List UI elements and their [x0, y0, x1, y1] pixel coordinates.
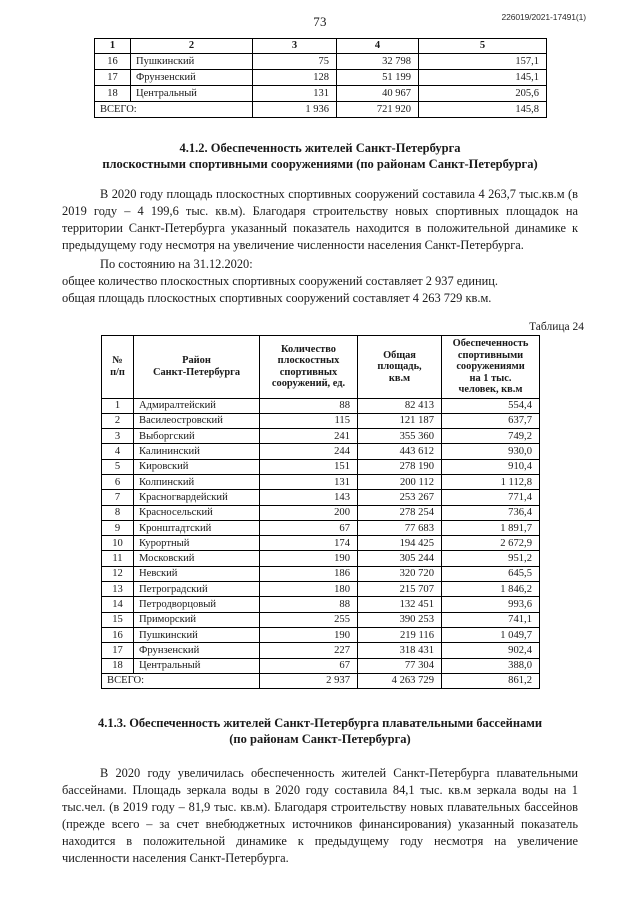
- table-row: [102, 643, 540, 658]
- header-total-area: [358, 336, 442, 399]
- facility-count: 88: [260, 597, 358, 612]
- table-row: [102, 627, 540, 642]
- per-thousand: 930,0: [442, 444, 540, 459]
- header-total-area-line3: кв.м: [388, 372, 411, 384]
- page-number: 73: [313, 14, 327, 29]
- table24-caption: Таблица 24: [529, 321, 584, 333]
- header-per-thousand: [442, 336, 540, 399]
- facility-count: 128: [253, 70, 337, 86]
- district-name: Фрунзенский: [134, 643, 260, 658]
- total-area: 121 187: [358, 413, 442, 428]
- per-thousand: 388,0: [442, 658, 540, 673]
- per-thousand: 645,5: [442, 566, 540, 581]
- table24-body: [102, 398, 540, 689]
- total-per-thousand: 861,2: [442, 673, 540, 688]
- table-row: [102, 413, 540, 428]
- row-number: 18: [102, 658, 134, 673]
- section-heading-412-line2: плоскостными спортивными сооружениями (по районам Санкт-Петербурга): [102, 157, 538, 171]
- header-row-number-line2: п/п: [110, 366, 125, 378]
- header-facility-count: [260, 336, 358, 399]
- table-row: [102, 658, 540, 673]
- facility-count: 174: [260, 536, 358, 551]
- total-area: 390 253: [358, 612, 442, 627]
- district-name: Пушкинский: [134, 627, 260, 642]
- table-row: [102, 597, 540, 612]
- table24: [101, 335, 540, 689]
- facility-count: 186: [260, 566, 358, 581]
- facility-count: 143: [260, 490, 358, 505]
- per-thousand: 741,1: [442, 612, 540, 627]
- total-area: 77 683: [358, 520, 442, 535]
- table-row: [102, 582, 540, 597]
- table-row: [102, 612, 540, 627]
- per-thousand: 2 672,9: [442, 536, 540, 551]
- page-header: [0, 0, 640, 34]
- column-number-3: 3: [253, 39, 337, 54]
- table-row: [102, 490, 540, 505]
- district-name: Выборгский: [134, 429, 260, 444]
- table-row-column-numbers: [95, 39, 547, 54]
- header-per-thousand-line2: спортивными: [457, 349, 524, 361]
- header-facility-count-line1: Количество: [281, 343, 336, 355]
- table-row: [102, 474, 540, 489]
- total-facility-count: 1 936: [253, 102, 337, 118]
- per-thousand: 1 846,2: [442, 582, 540, 597]
- table-row: [102, 551, 540, 566]
- table-row: [102, 505, 540, 520]
- column-number-1: 1: [95, 39, 131, 54]
- total-area: 77 304: [358, 658, 442, 673]
- per-thousand: 1 112,8: [442, 474, 540, 489]
- facility-count: 200: [260, 505, 358, 520]
- header-per-thousand-line4: на 1 тыс.: [469, 372, 512, 384]
- total-area: 132 451: [358, 597, 442, 612]
- facility-count: 180: [260, 582, 358, 597]
- district-name: Колпинский: [134, 474, 260, 489]
- per-thousand: 157,1: [419, 54, 547, 70]
- table-row: [102, 459, 540, 474]
- row-number: 11: [102, 551, 134, 566]
- total-area: 443 612: [358, 444, 442, 459]
- table-row: [102, 520, 540, 535]
- header-row-number: [102, 336, 134, 399]
- district-name: Фрунзенский: [131, 70, 253, 86]
- table-row: [102, 536, 540, 551]
- header-district-line2: Санкт-Петербурга: [152, 366, 241, 378]
- total-area: 200 112: [358, 474, 442, 489]
- total-area: 194 425: [358, 536, 442, 551]
- facility-count: 115: [260, 413, 358, 428]
- facility-count: 67: [260, 520, 358, 535]
- status-date-intro: По состоянию на 31.12.2020:: [100, 257, 253, 271]
- per-thousand: 736,4: [442, 505, 540, 520]
- row-number: 6: [102, 474, 134, 489]
- district-name: Адмиралтейский: [134, 398, 260, 413]
- row-number: 7: [102, 490, 134, 505]
- header-per-thousand-line5: человек, кв.м: [458, 384, 523, 395]
- per-thousand: 749,2: [442, 429, 540, 444]
- row-number: 5: [102, 459, 134, 474]
- section-heading-412: [0, 140, 640, 172]
- table-row-total: [95, 102, 547, 118]
- row-number: 9: [102, 520, 134, 535]
- table-row: [95, 70, 547, 86]
- table-row: [95, 86, 547, 102]
- district-name: Кронштадтский: [134, 520, 260, 535]
- document-identifier: 226019/2021-17491(1): [501, 12, 586, 22]
- per-thousand: 1 891,7: [442, 520, 540, 535]
- table-row-total: [102, 673, 540, 688]
- total-area: 278 190: [358, 459, 442, 474]
- district-name: Василеостровский: [134, 413, 260, 428]
- row-number: 8: [102, 505, 134, 520]
- per-thousand: 951,2: [442, 551, 540, 566]
- facility-count: 190: [260, 627, 358, 642]
- total-area: 215 707: [358, 582, 442, 597]
- district-name: Невский: [134, 566, 260, 581]
- total-area: 253 267: [358, 490, 442, 505]
- facility-count: 255: [260, 612, 358, 627]
- table-row: [95, 54, 547, 70]
- district-name: Пушкинский: [131, 54, 253, 70]
- column-number-4: 4: [337, 39, 419, 54]
- facility-count: 244: [260, 444, 358, 459]
- row-number: 15: [102, 612, 134, 627]
- header-facility-count-line4: сооружений, ед.: [271, 378, 346, 390]
- header-total-area-line1: Общая: [383, 349, 416, 361]
- per-thousand: 910,4: [442, 459, 540, 474]
- table-row: [102, 566, 540, 581]
- section-heading-413-line1: 4.1.3. Обеспеченность жителей Санкт-Петербурга плавательными бассейнами: [97, 716, 543, 731]
- header-facility-count-line2: плоскостных: [277, 355, 340, 367]
- row-number: 17: [95, 70, 131, 86]
- row-number: 4: [102, 444, 134, 459]
- section-heading-413-line2: (по районам Санкт-Петербурга): [229, 732, 411, 747]
- district-name: Красногвардейский: [134, 490, 260, 505]
- row-number: 2: [102, 413, 134, 428]
- total-area: 82 413: [358, 398, 442, 413]
- table24-header-row: [102, 336, 540, 399]
- facility-count: 75: [253, 54, 337, 70]
- header-per-thousand-line3: сооружениями: [456, 361, 525, 372]
- district-name: Приморский: [134, 612, 260, 627]
- row-number: 17: [102, 643, 134, 658]
- table-row: [102, 429, 540, 444]
- status-total-count-line: общее количество плоскостных спортивных сооружений составляет 2 937 единиц.: [62, 274, 498, 288]
- per-thousand: 993,6: [442, 597, 540, 612]
- per-thousand: 205,6: [419, 86, 547, 102]
- total-area: 305 244: [358, 551, 442, 566]
- total-area: 721 920: [337, 102, 419, 118]
- row-number: 14: [102, 597, 134, 612]
- row-number: 12: [102, 566, 134, 581]
- row-number: 3: [102, 429, 134, 444]
- section-heading-412-line1: 4.1.2. Обеспеченность жителей Санкт-Петербурга: [179, 141, 461, 155]
- column-number-2: 2: [131, 39, 253, 54]
- district-name: Петроградский: [134, 582, 260, 597]
- per-thousand: 637,7: [442, 413, 540, 428]
- total-area: 4 263 729: [358, 673, 442, 688]
- district-name: Красносельский: [134, 505, 260, 520]
- row-number: 16: [102, 627, 134, 642]
- continued-table-container: [94, 38, 546, 118]
- row-number: 1: [102, 398, 134, 413]
- status-total-area-line: общая площадь плоскостных спортивных сооружений составляет 4 263 729 кв.м.: [62, 291, 492, 305]
- per-thousand: 771,4: [442, 490, 540, 505]
- continued-table: [94, 38, 547, 118]
- facility-count: 131: [253, 86, 337, 102]
- district-name: Петродворцовый: [134, 597, 260, 612]
- per-thousand: 902,4: [442, 643, 540, 658]
- table24-container: [101, 335, 539, 689]
- header-district-line1: Район: [182, 355, 211, 367]
- district-name: Калининский: [134, 444, 260, 459]
- row-number: 18: [95, 86, 131, 102]
- facility-count: 190: [260, 551, 358, 566]
- row-number: 16: [95, 54, 131, 70]
- header-total-area-line2: площадь,: [377, 361, 422, 372]
- row-number: 13: [102, 582, 134, 597]
- total-area: 51 199: [337, 70, 419, 86]
- section-413-paragraph: В 2020 году увеличилась обеспеченность жителей Санкт-Петербурга плавательными бассейнами. Площадь зеркала воды в 2020 году составила 84,1 тыс. кв.м зеркала воды на 1 тыс.чел. (в 2019 году – 81,9 тыс. кв.м). Благодаря строительству новых плавательных бассейнов (прежде всего – за счет внебюджетных источников финансирования) указанный показатель находится в положительной динамике к предыдущему году несмотря на увеличение численности населения Санкт-Петербурга.: [62, 766, 578, 866]
- facility-count: 67: [260, 658, 358, 673]
- total-facility-count: 2 937: [260, 673, 358, 688]
- row-number: 10: [102, 536, 134, 551]
- total-area: 32 798: [337, 54, 419, 70]
- facility-count: 227: [260, 643, 358, 658]
- total-label: ВСЕГО:: [102, 673, 260, 688]
- per-thousand: 145,1: [419, 70, 547, 86]
- total-area: 40 967: [337, 86, 419, 102]
- header-district: [134, 336, 260, 399]
- header-facility-count-line3: спортивных: [279, 366, 338, 378]
- column-number-5: 5: [419, 39, 547, 54]
- district-name: Кировский: [134, 459, 260, 474]
- header-per-thousand-line1: Обеспеченность: [452, 338, 529, 349]
- facility-count: 88: [260, 398, 358, 413]
- facility-count: 151: [260, 459, 358, 474]
- total-area: 318 431: [358, 643, 442, 658]
- section-heading-413: [0, 715, 640, 747]
- district-name: Московский: [134, 551, 260, 566]
- total-area: 355 360: [358, 429, 442, 444]
- facility-count: 131: [260, 474, 358, 489]
- per-thousand: 554,4: [442, 398, 540, 413]
- district-name: Курортный: [134, 536, 260, 551]
- district-name: Центральный: [131, 86, 253, 102]
- total-area: 219 116: [358, 627, 442, 642]
- section-412-paragraph: В 2020 году площадь плоскостных спортивных сооружений составила 4 263,7 тыс.кв.м (в 2019 году – 4 199,6 тыс. кв.м). Благодаря строительству новых спортивных площадок на территории Санкт-Петербурга указанный показатель находится в положительной динамике к предыдущему году несмотря на увеличение численности населения Санкт-Петербурга.: [62, 187, 578, 252]
- total-label: ВСЕГО:: [95, 102, 253, 118]
- header-row-number-line1: №: [112, 355, 123, 367]
- total-area: 320 720: [358, 566, 442, 581]
- table-row: [102, 444, 540, 459]
- district-name: Центральный: [134, 658, 260, 673]
- per-thousand: 1 049,7: [442, 627, 540, 642]
- facility-count: 241: [260, 429, 358, 444]
- total-per-thousand: 145,8: [419, 102, 547, 118]
- total-area: 278 254: [358, 505, 442, 520]
- table-row: [102, 398, 540, 413]
